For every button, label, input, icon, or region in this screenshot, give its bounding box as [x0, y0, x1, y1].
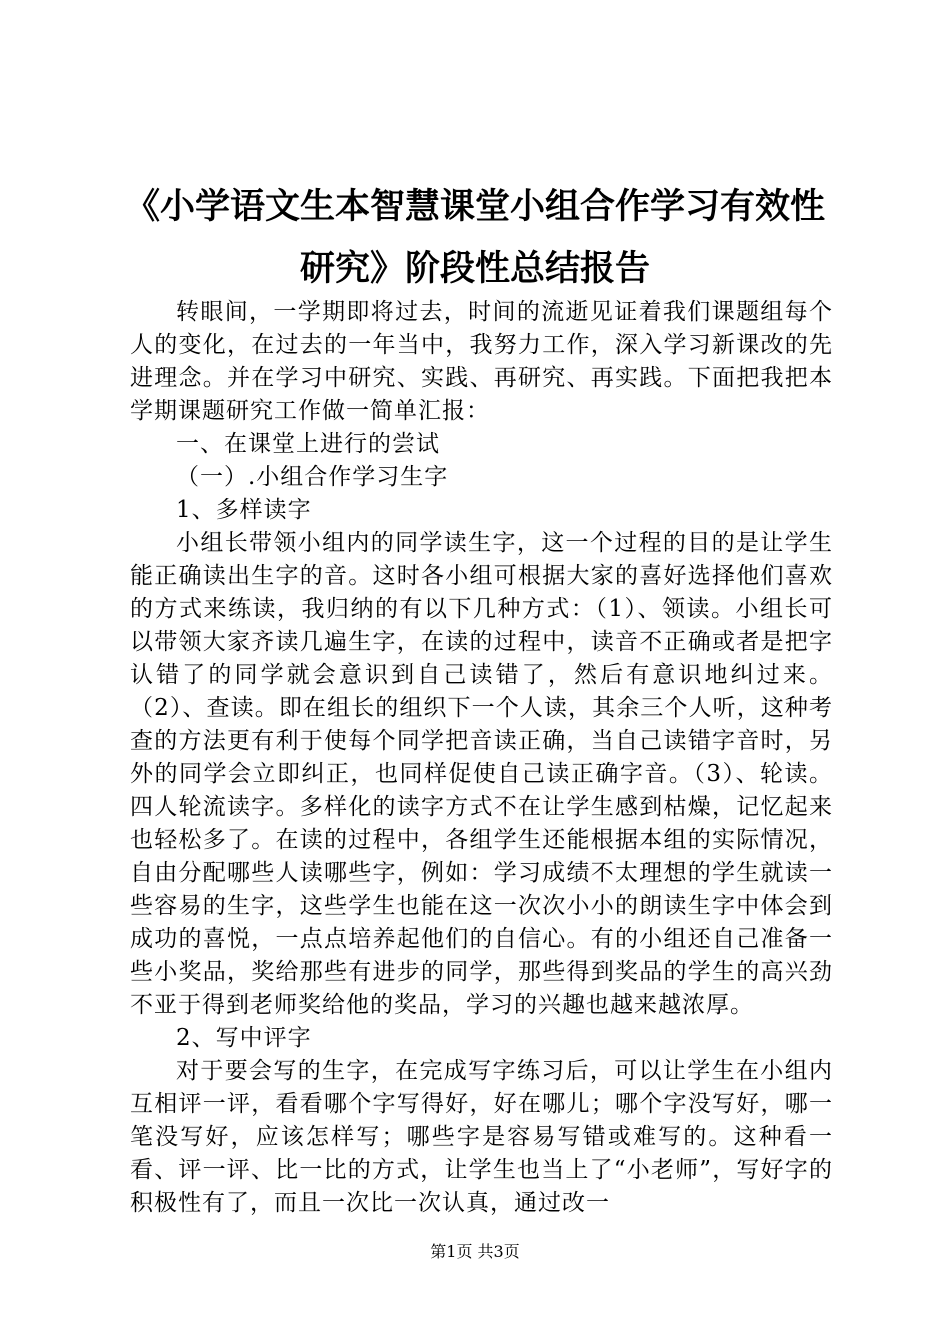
- page-footer: 第1页 共3页: [430, 1242, 520, 1261]
- subsection-heading: （一）.小组合作学习生字: [176, 464, 449, 490]
- intro-paragraph: 转眼间，一学期即将过去，时间的流逝见证着我们课题组每个人的变化，在过去的一年当中，我努力工作，深入学习新课改的先进理念。并在学习中研究、实践、再研究、再实践。下面把我把本学期课题研究工作做一简单汇报：: [130, 299, 833, 424]
- section-heading: 一、在课堂上进行的尝试: [176, 431, 440, 457]
- item-paragraph-1: 小组长带领小组内的同学读生字，这一个过程的目的是让学生能正确读出生字的音。这时各小组可根据大家的喜好选择他们喜欢的方式来练读，我归纳的有以下几种方式：（1）、领读。小组长可以带领大家齐读几遍生字，在读的过程中，读音不正确或者是把字认错了的同学就会意识到自己读错了，然后有意识地纠过来。（2）、查读。即在组长的组织下一个人读，其余三个人听，这种考查的方法更有利于使每个同学把音读正确，当自己读错字音时，另外的同学会立即纠正，也同样促使自己读正确字音。（3）、轮读。四人轮流读字。多样化的读字方式不在让学生感到枯燥，记忆起来也轻松多了。在读的过程中，各组学生还能根据本组的实际情况，自由分配哪些人读哪些字，例如：学习成绩不太理想的学生就读一些容易的生字，这些学生也能在这一次次小小的朗读生字中体会到成功的喜悦，一点点培养起他们的自信心。有的小组还自己准备一些小奖品，奖给那些有进步的同学，那些得到奖品的学生的高兴劲不亚于得到老师奖给他的奖品，学习的兴趣也越来越浓厚。: [130, 530, 833, 1018]
- item-paragraph-2: 对于要会写的生字，在完成写字练习后，可以让学生在小组内互相评一评，看看哪个字写得好，好在哪儿；哪个字没写好，哪一笔没写好，应该怎样写；哪些字是容易写错或难写的。这种看一看、评一评、比一比的方式，让学生也当上了“小老师”，写好字的积极性有了，而且一次比一次认真，通过改一: [130, 1058, 833, 1216]
- item-heading-2: 2、写中评字: [176, 1025, 312, 1051]
- document-title-line2: 研究》阶段性总结报告: [299, 248, 650, 289]
- document-body: [130, 296, 833, 1220]
- document-title-line1: 《小学语文生本智慧课堂小组合作学习有效性: [124, 186, 825, 227]
- item-heading-1: 1、多样读字: [176, 497, 312, 523]
